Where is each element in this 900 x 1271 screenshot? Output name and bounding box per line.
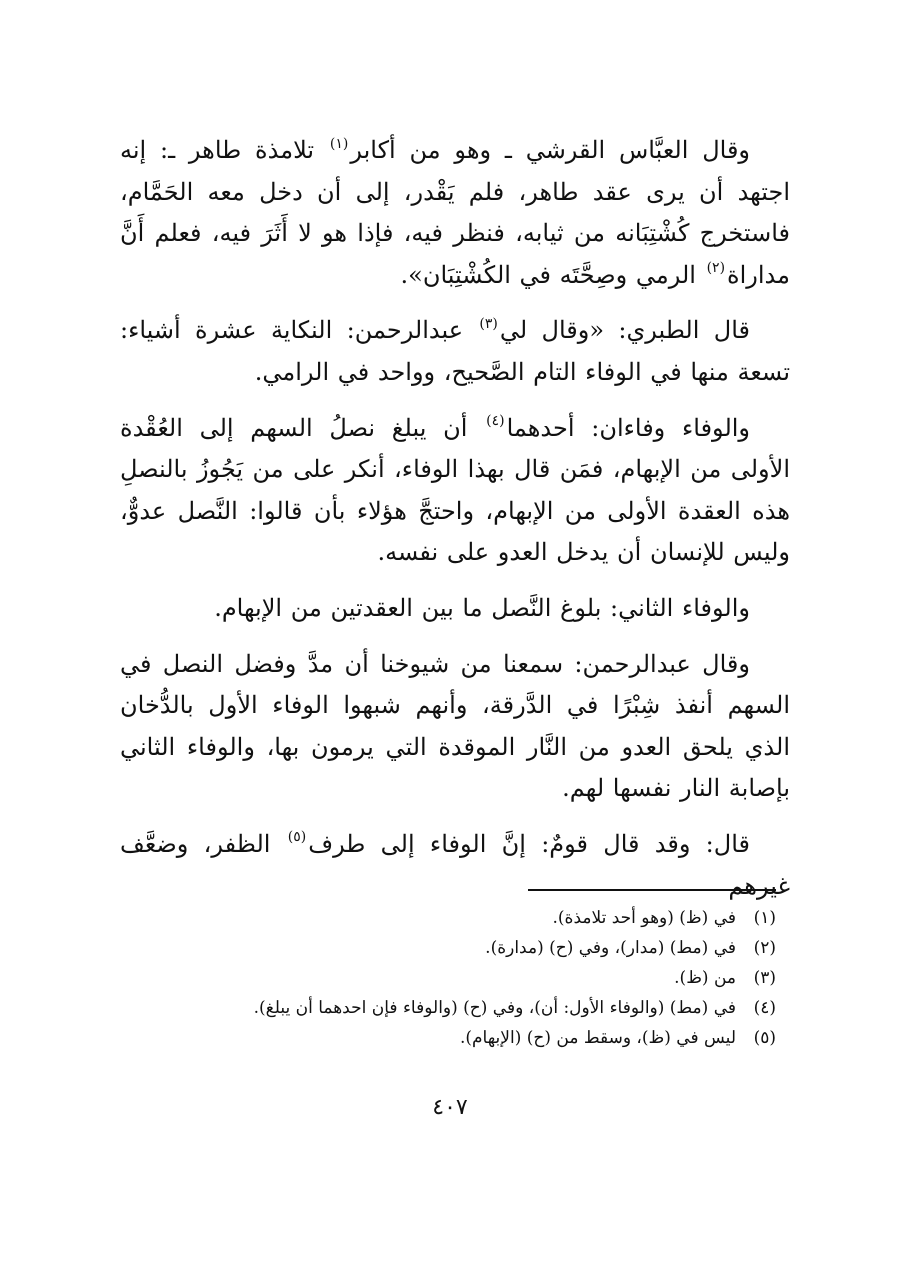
paragraph-2-text-b: عبدالرحمن: النكاية عشرة أشياء: تسعة منها في الوفاء التام الصَّحيح، وواحد في الرامي. xyxy=(120,316,790,386)
paragraph-1-text-c: الرمي وصِحَّتَه في الكُشْتِبَان». xyxy=(400,260,705,289)
footnote-3 xyxy=(96,963,776,993)
footnote-text: في (مط) (مدار)، وفي (ح) (مدارة). xyxy=(485,938,736,958)
footnote-number: (٤) xyxy=(753,998,776,1018)
paragraph-1-text-b: تلامذة طاهر ـ: إنه اجتهد أن يرى عقد طاهر، فلم يَقْدر، إلى أن دخل معه الحَمَّام، فاستخرج كُشْتِبَانه من ثيابه، فنظر فيه، فإذا هو لا أَثَرَ فيه، فعلم أَنَّ مداراة xyxy=(120,136,790,289)
paragraph-1 xyxy=(120,130,790,296)
page-body xyxy=(120,130,790,907)
footnote-4 xyxy=(96,993,776,1023)
footnote-2 xyxy=(96,933,776,963)
footnote-1 xyxy=(96,903,776,933)
footnote-ref-2[interactable]: (٢) xyxy=(706,260,726,277)
paragraph-6 xyxy=(120,824,790,907)
footnote-number: (٢) xyxy=(753,938,776,958)
paragraph-6-text-b: الظفر، وضعَّف غيرهم xyxy=(120,829,790,900)
footnote-ref-1[interactable]: (١) xyxy=(329,135,349,152)
footnote-text: من (ظ). xyxy=(674,968,736,988)
paragraph-4-text: والوفاء الثاني: بلوغ النَّصل ما بين العقدتين من الإبهام. xyxy=(214,593,750,622)
paragraph-2-text-a: قال الطبري: «وقال لي xyxy=(499,316,750,345)
footnote-5 xyxy=(96,1023,776,1053)
paragraph-3 xyxy=(120,408,790,574)
page-number: ٤٠٧ xyxy=(432,1095,468,1120)
footnote-number: (٥) xyxy=(753,1028,776,1048)
paragraph-1-text-a: وقال العبَّاس القرشي ـ وهو من أكابر xyxy=(350,136,751,164)
footnote-ref-3[interactable]: (٣) xyxy=(479,315,498,332)
footnote-ref-5[interactable]: (٥) xyxy=(287,829,307,846)
footnote-text: ليس في (ظ)، وسقط من (ح) (الإبهام). xyxy=(459,1028,736,1048)
paragraph-6-text-a: قال: وقد قال قومٌ: إنَّ الوفاء إلى طرف xyxy=(308,829,750,858)
footnote-ref-4[interactable]: (٤) xyxy=(486,413,505,430)
footnote-number: (٣) xyxy=(753,968,776,988)
paragraph-3-text-a: والوفاء وفاءان: أحدهما xyxy=(506,413,751,442)
footnote-divider xyxy=(528,889,776,891)
footnote-text: في (مط) (والوفاء الأول: أن)، وفي (ح) (والوفاء فإن احدهما أن يبلغ). xyxy=(253,998,736,1018)
paragraph-4 xyxy=(120,588,790,630)
paragraph-3-text-b: أن يبلغ نصلُ السهم إلى العُقْدة الأولى من الإبهام، فمَن قال بهذا الوفاء، أنكر على من يَجُوزُ بالنصلِ هذه العقدة الأولى من الإبهام، واحتجَّ هؤلاء بأن قالوا: النَّصل عدوٌّ، وليس للإنسان أن يدخل العدو على نفسه. xyxy=(120,413,791,567)
paragraph-5 xyxy=(120,644,790,810)
footnote-number: (١) xyxy=(753,908,776,928)
footnote-text: في (ظ) (وهو أحد تلامذة). xyxy=(552,908,736,928)
paragraph-2 xyxy=(120,310,790,393)
paragraph-5-text: وقال عبدالرحمن: سمعنا من شيوخنا أن مدَّ وفضل النصل في السهم أنفذ شِبْرًا في الدَّرقة، وأنهم شبهوا الوفاء الأول بالدُّخان الذي يلحق العدو من النَّار الموقدة التي يرمون بها، والوفاء الثاني بإصابة النار نفسها لهم. xyxy=(120,649,790,803)
footnotes-list xyxy=(96,903,776,1053)
